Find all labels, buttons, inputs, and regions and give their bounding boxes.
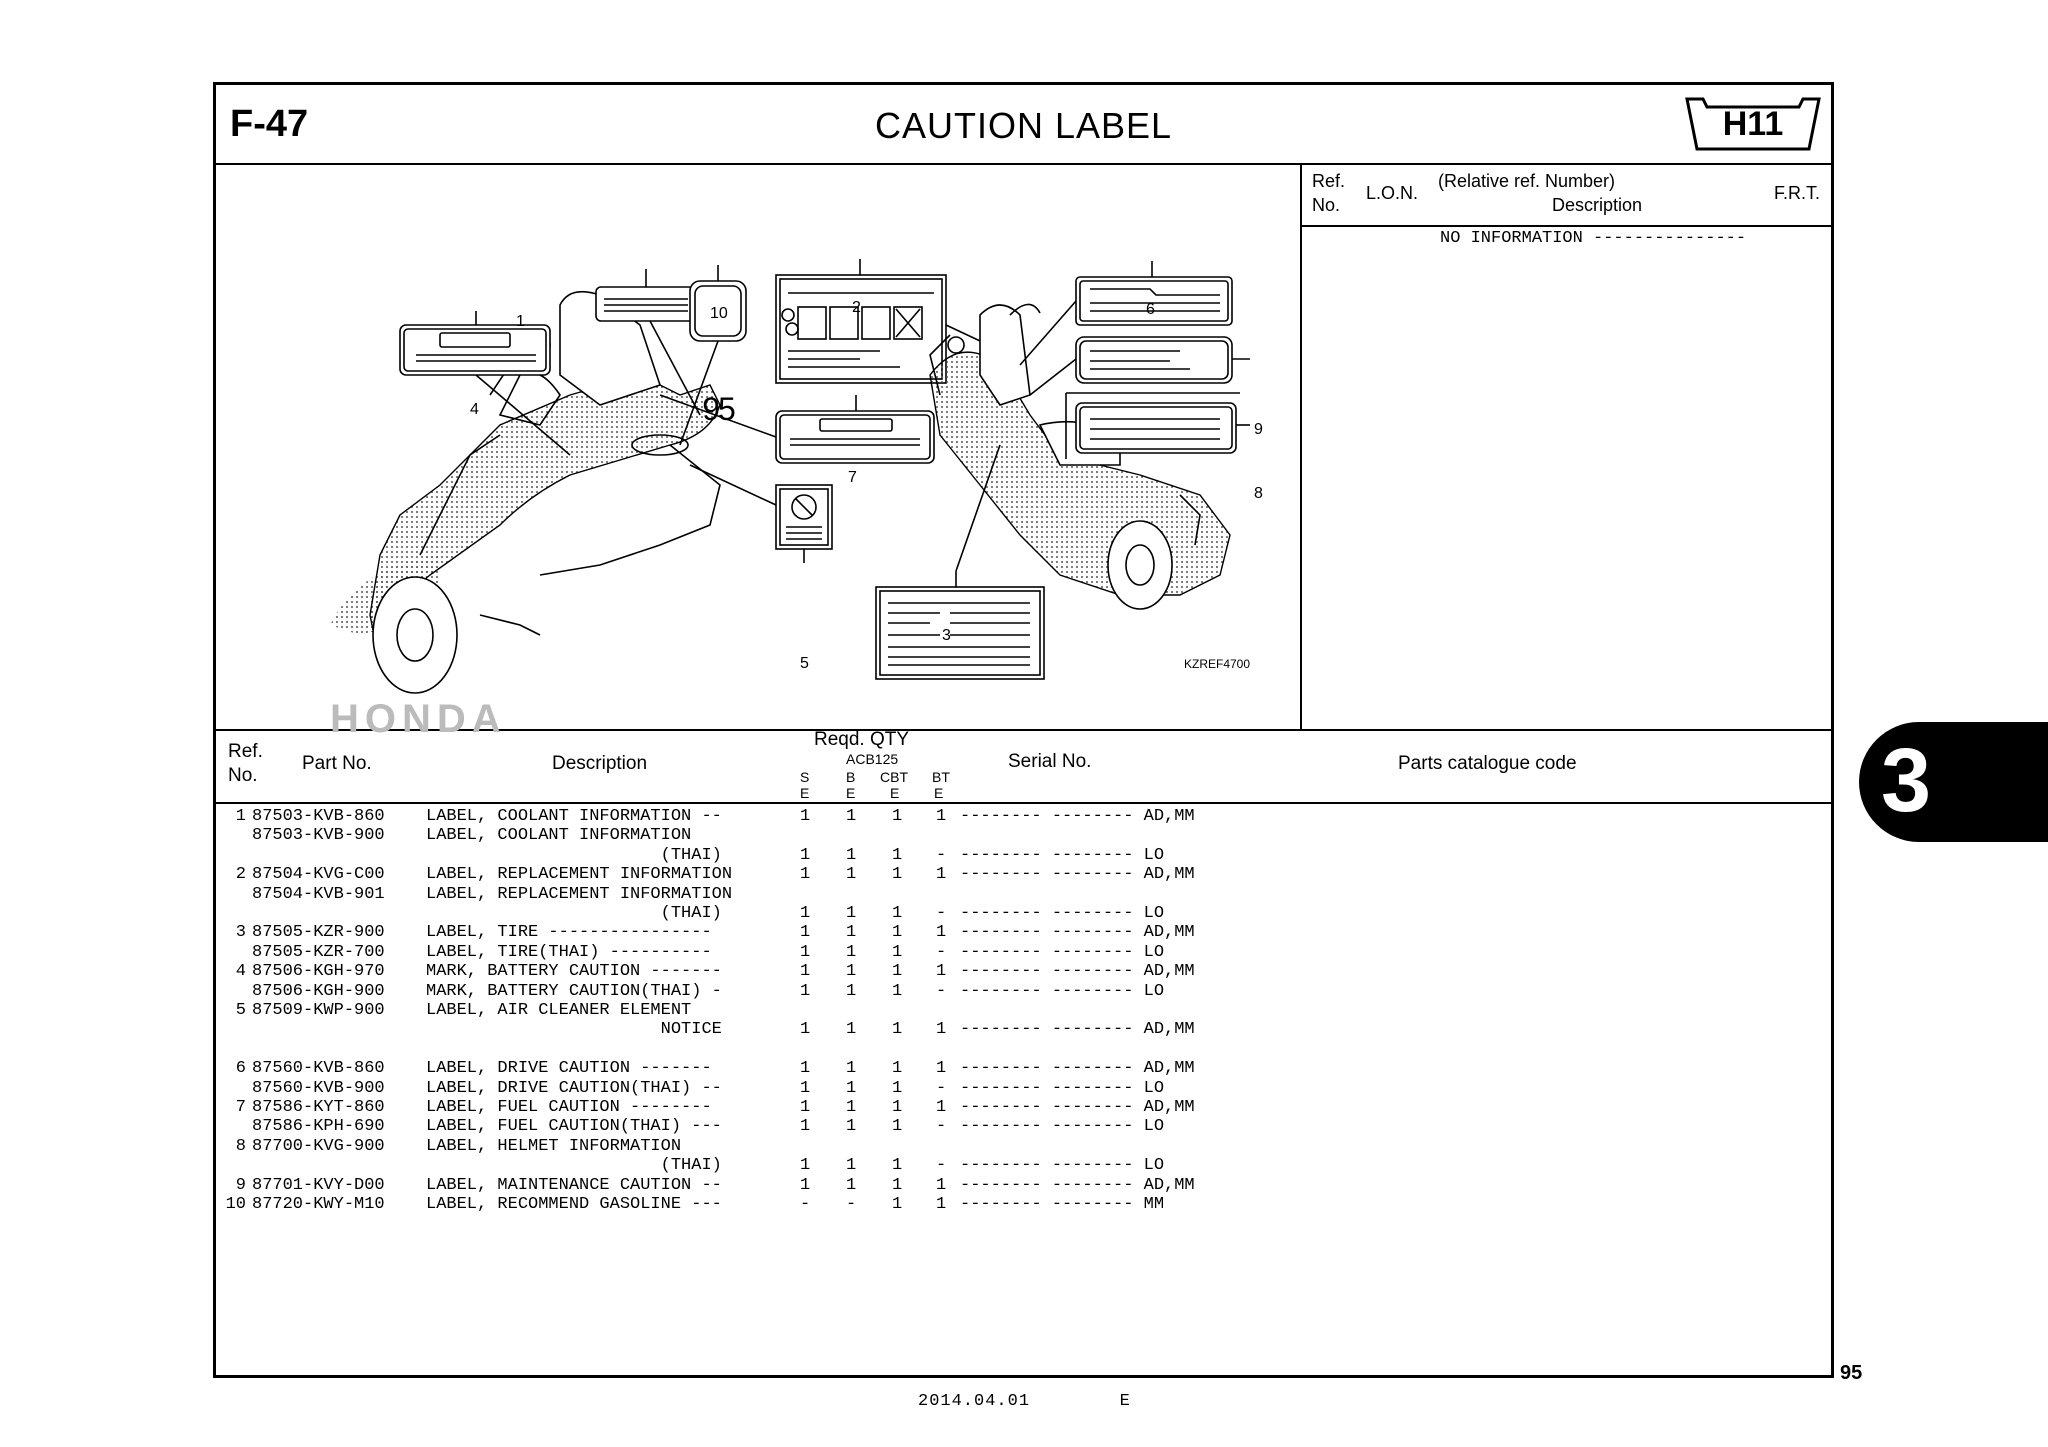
row-part: 87503-KVB-900 <box>252 826 385 846</box>
row-ref: 1 <box>235 807 246 826</box>
row-part: 87560-KVB-860 <box>252 1059 385 1079</box>
row-cbt: 1 <box>892 807 903 826</box>
row-desc: NOTICE <box>426 1020 722 1040</box>
row-s: 1 <box>800 923 811 943</box>
catalogue-frame <box>213 82 1834 1378</box>
row-bt: - <box>936 904 947 923</box>
rp-col-no: No. <box>1312 195 1341 215</box>
row-b: 1 <box>846 942 857 962</box>
row-cbt: 1 <box>892 1078 903 1098</box>
row-b: 1 <box>846 1078 857 1098</box>
row-cbt: 1 <box>892 1175 903 1195</box>
row-bt: 1 <box>936 962 947 982</box>
row-cbt: 1 <box>892 923 903 943</box>
row-desc: LABEL, HELMET INFORMATION <box>426 1136 682 1156</box>
row-ref: 2 <box>235 865 246 885</box>
row-desc: LABEL, TIRE ---------------- <box>426 923 712 943</box>
row-ref: 8 <box>235 1136 246 1156</box>
row-b: 1 <box>846 923 857 943</box>
row-desc: LABEL, MAINTENANCE CAUTION -- <box>426 1175 722 1195</box>
panel-divider <box>1300 163 1302 729</box>
row-cbt: 1 <box>892 904 903 923</box>
callout-1: 1 <box>516 313 525 330</box>
section-tab-number: 3 <box>1881 731 1932 831</box>
row-s: 1 <box>800 904 811 923</box>
row-bt: - <box>936 1156 947 1176</box>
row-part: 87506-KGH-900 <box>252 981 385 1001</box>
row-serial: -------- -------- AD,MM <box>960 1098 1195 1117</box>
page-title: CAUTION LABEL <box>874 105 1173 146</box>
row-bt: - <box>936 845 947 865</box>
row-cbt: 1 <box>892 865 903 885</box>
tbl-col-e1: E <box>800 785 810 801</box>
row-part: 87560-KVB-900 <box>252 1078 385 1098</box>
honda-watermark: HONDA <box>330 697 507 741</box>
row-s: 1 <box>800 1059 811 1079</box>
row-desc: LABEL, REPLACEMENT INFORMATION <box>426 865 733 885</box>
row-desc: LABEL, FUEL CAUTION(THAI) --- <box>426 1117 722 1137</box>
row-s: 1 <box>800 845 811 865</box>
row-part: 87504-KVG-C00 <box>252 865 385 885</box>
row-b: 1 <box>846 1175 857 1195</box>
tbl-col-reqd-qty: Reqd. QTY <box>814 729 910 750</box>
tbl-col-description: Description <box>552 753 648 774</box>
row-serial: -------- -------- AD,MM <box>960 1175 1195 1195</box>
row-serial: -------- -------- MM <box>960 1195 1165 1214</box>
callout-10: 10 <box>710 305 728 322</box>
row-part: 87506-KGH-970 <box>252 962 385 982</box>
row-cbt: 1 <box>892 1059 903 1079</box>
footer-lang: E <box>1119 1392 1131 1411</box>
tbl-col-serial: Serial No. <box>1008 751 1092 772</box>
row-cbt: 1 <box>892 845 903 865</box>
row-b: 1 <box>846 807 857 826</box>
page-number: 95 <box>1840 1362 1863 1384</box>
row-desc: MARK, BATTERY CAUTION(THAI) - <box>426 981 722 1001</box>
callout-3: 3 <box>942 627 951 644</box>
tbl-col-e4: E <box>934 785 944 801</box>
row-part: 87586-KYT-860 <box>252 1098 385 1117</box>
row-part: 87701-KVY-D00 <box>252 1175 385 1195</box>
row-b: 1 <box>846 1098 857 1117</box>
row-ref: 6 <box>235 1059 246 1079</box>
row-cbt: 1 <box>892 1098 903 1117</box>
row-bt: - <box>936 1117 947 1137</box>
row-b: - <box>846 1195 857 1214</box>
row-s: 1 <box>800 865 811 885</box>
row-serial: -------- -------- LO <box>960 1078 1165 1098</box>
row-part: 87509-KWP-900 <box>252 1001 385 1020</box>
row-part: 87503-KVB-860 <box>252 807 385 826</box>
row-cbt: 1 <box>892 1156 903 1176</box>
row-bt: 1 <box>936 1195 947 1214</box>
row-part: 87586-KPH-690 <box>252 1117 385 1137</box>
row-serial: -------- -------- LO <box>960 1156 1165 1176</box>
row-bt: - <box>936 981 947 1001</box>
tbl-col-catalogue: Parts catalogue code <box>1398 753 1577 774</box>
rp-no-information: NO INFORMATION --------------- <box>1440 229 1747 248</box>
row-s: 1 <box>800 981 811 1001</box>
row-desc: LABEL, AIR CLEANER ELEMENT <box>426 1001 692 1020</box>
row-b: 1 <box>846 904 857 923</box>
tbl-col-part-no: Part No. <box>302 753 372 774</box>
row-s: 1 <box>800 1098 811 1117</box>
row-desc: MARK, BATTERY CAUTION ------- <box>426 962 722 982</box>
row-serial: -------- -------- AD,MM <box>960 962 1195 982</box>
row-part: 87505-KZR-900 <box>252 923 385 943</box>
row-b: 1 <box>846 865 857 885</box>
row-s: 1 <box>800 962 811 982</box>
row-part: 87505-KZR-700 <box>252 942 385 962</box>
row-cbt: 1 <box>892 1195 903 1214</box>
row-cbt: 1 <box>892 942 903 962</box>
row-serial: -------- -------- AD,MM <box>960 1020 1195 1040</box>
rp-col-lon: L.O.N. <box>1366 183 1419 203</box>
callout-9: 9 <box>1254 421 1263 438</box>
scooter-diagram <box>240 195 1300 725</box>
row-bt: 1 <box>936 865 947 885</box>
row-b: 1 <box>846 1156 857 1176</box>
tbl-col-no: No. <box>228 765 258 786</box>
figure-number: F-47 <box>230 103 309 145</box>
tbl-col-e3: E <box>890 785 900 801</box>
callout-2: 2 <box>852 299 861 316</box>
table-header-divider <box>216 802 1831 804</box>
footer <box>918 1392 1131 1411</box>
row-serial: -------- -------- LO <box>960 1117 1165 1137</box>
callout-4: 4 <box>470 401 479 418</box>
row-ref: 5 <box>235 1001 246 1020</box>
right-panel-header-divider <box>1300 225 1831 227</box>
row-s: 1 <box>800 807 811 826</box>
row-bt: 1 <box>936 1098 947 1117</box>
row-ref: 3 <box>235 923 246 943</box>
row-s: 1 <box>800 1020 811 1040</box>
row-b: 1 <box>846 962 857 982</box>
row-part: 87700-KVG-900 <box>252 1136 385 1156</box>
row-serial: -------- -------- AD,MM <box>960 923 1195 943</box>
row-bt: 1 <box>936 923 947 943</box>
row-cbt: 1 <box>892 1020 903 1040</box>
tbl-col-s: S <box>800 769 810 785</box>
row-serial: -------- -------- AD,MM <box>960 865 1195 885</box>
row-desc: (THAI) <box>426 904 722 923</box>
row-cbt: 1 <box>892 962 903 982</box>
row-bt: - <box>936 1078 947 1098</box>
row-serial: -------- -------- AD,MM <box>960 1059 1195 1079</box>
row-ref: 4 <box>235 962 246 982</box>
row-b: 1 <box>846 1020 857 1040</box>
rp-col-description: Description <box>1552 195 1643 215</box>
section-tab <box>1859 722 2048 842</box>
row-desc: LABEL, DRIVE CAUTION ------- <box>426 1059 712 1079</box>
tbl-col-b: B <box>846 769 856 785</box>
callout-7: 7 <box>848 469 857 486</box>
row-bt: 1 <box>936 1175 947 1195</box>
row-cbt: 1 <box>892 981 903 1001</box>
row-desc: LABEL, DRIVE CAUTION(THAI) -- <box>426 1078 722 1098</box>
tbl-col-model: ACB125 <box>846 751 899 767</box>
row-bt: 1 <box>936 807 947 826</box>
row-desc: LABEL, COOLANT INFORMATION -- <box>426 807 722 826</box>
row-desc: LABEL, COOLANT INFORMATION <box>426 826 692 846</box>
row-b: 1 <box>846 845 857 865</box>
header-divider <box>216 163 1831 165</box>
row-s: 1 <box>800 1156 811 1176</box>
callout-5: 5 <box>800 655 809 672</box>
row-s: 1 <box>800 1175 811 1195</box>
row-desc: (THAI) <box>426 1156 722 1176</box>
row-serial: -------- -------- LO <box>960 981 1165 1001</box>
tbl-col-e2: E <box>846 785 856 801</box>
row-serial: -------- -------- LO <box>960 845 1165 865</box>
row-cbt: 1 <box>892 1117 903 1137</box>
row-desc: LABEL, REPLACEMENT INFORMATION <box>426 884 733 904</box>
row-desc: LABEL, RECOMMEND GASOLINE --- <box>426 1195 722 1214</box>
footer-date: 2014.04.01 <box>918 1392 1031 1411</box>
row-desc: LABEL, FUEL CAUTION -------- <box>426 1098 712 1117</box>
row-part: 87504-KVB-901 <box>252 884 385 904</box>
row-serial: -------- -------- AD,MM <box>960 807 1195 826</box>
group-code-badge <box>1683 95 1823 153</box>
tbl-col-bt: BT <box>932 769 950 785</box>
row-s: 1 <box>800 1078 811 1098</box>
callout-8: 8 <box>1254 485 1263 502</box>
row-b: 1 <box>846 1117 857 1137</box>
drawing-code: KZREF4700 <box>1184 657 1251 671</box>
row-ref: 7 <box>235 1098 246 1117</box>
row-desc: (THAI) <box>426 845 722 865</box>
tbl-col-cbt: CBT <box>880 769 908 785</box>
row-bt: - <box>936 942 947 962</box>
rp-col-frt: F.R.T. <box>1774 183 1821 203</box>
row-ref: 9 <box>235 1175 246 1195</box>
row-b: 1 <box>846 981 857 1001</box>
row-s: - <box>800 1195 811 1214</box>
row-part: 87720-KWY-M10 <box>252 1195 385 1214</box>
callout-6: 6 <box>1146 301 1155 318</box>
row-desc: LABEL, TIRE(THAI) ---------- <box>426 942 712 962</box>
octane-label-number: 95 <box>702 391 734 427</box>
group-code: H11 <box>1722 105 1784 143</box>
row-serial: -------- -------- LO <box>960 942 1165 962</box>
row-bt: 1 <box>936 1059 947 1079</box>
row-ref: 10 <box>225 1195 246 1214</box>
row-serial: -------- -------- LO <box>960 904 1165 923</box>
tbl-col-ref: Ref. <box>228 741 263 762</box>
row-s: 1 <box>800 942 811 962</box>
row-b: 1 <box>846 1059 857 1079</box>
rp-col-relative: (Relative ref. Number) <box>1438 171 1616 191</box>
row-bt: 1 <box>936 1020 947 1040</box>
rp-col-ref: Ref. <box>1312 171 1346 191</box>
row-s: 1 <box>800 1117 811 1137</box>
